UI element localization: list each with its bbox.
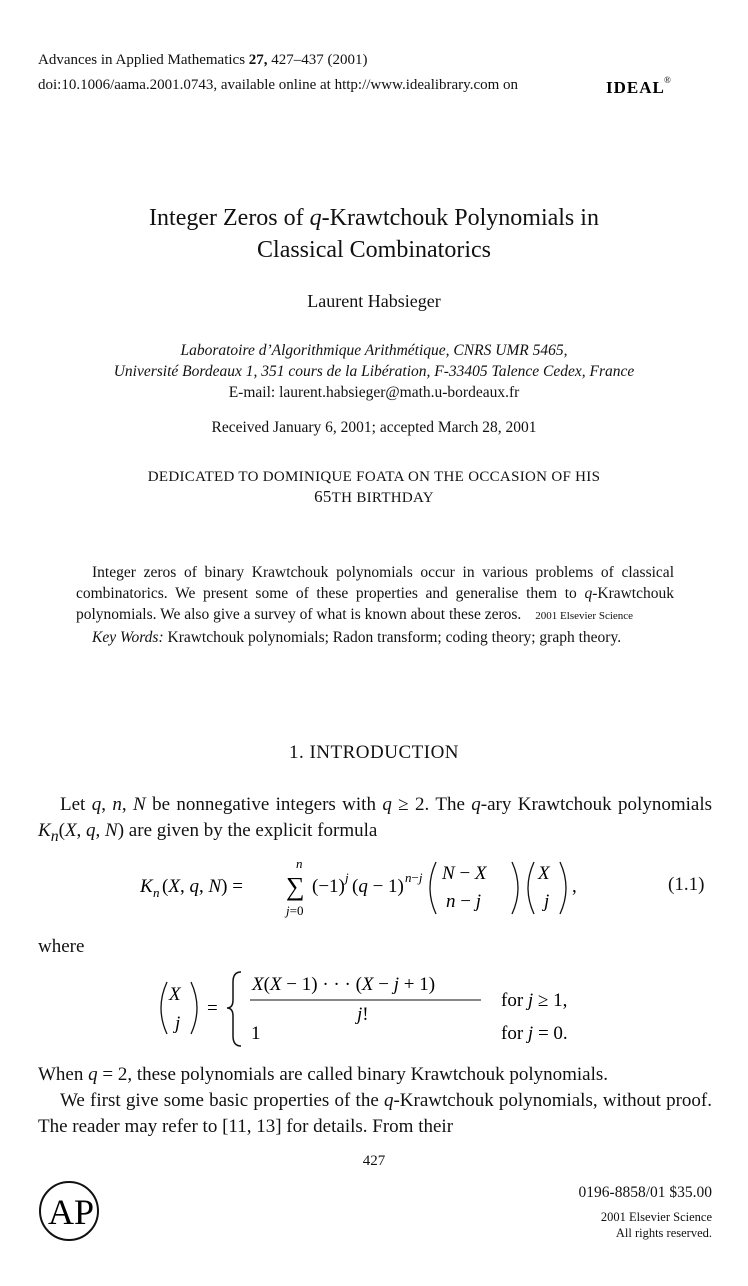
dedication <box>0 467 748 508</box>
issn-price: 0196-8858/01 $35.00 <box>578 1184 712 1201</box>
svg-text:for j ≥ 1,: for j ≥ 1, <box>501 990 568 1011</box>
dedication-rest: TH BIRTHDAY <box>331 490 434 506</box>
author-email: E-mail: laurent.habsieger@math.u-bordeaux.fr <box>228 384 520 401</box>
ideal-logo <box>606 75 672 103</box>
keywords-list: Krawtchouk polynomials; Radon transform; coding theory; graph theory. <box>167 629 622 646</box>
section-heading: 1. INTRODUCTION <box>288 742 460 763</box>
svg-text:n: n <box>153 885 160 900</box>
svg-text:K: K <box>140 876 153 897</box>
affiliation-line-2: Université Bordeaux 1, 351 cours de la Libération, F-33405 Talence Cedex, France <box>113 363 635 380</box>
title-line-1: Integer Zeros of q-Krawtchouk Polynomials in <box>149 205 599 231</box>
svg-text:X: X <box>169 984 181 1005</box>
svg-text:j!: j! <box>357 1004 369 1025</box>
svg-text:for j = 0.: for j = 0. <box>501 1023 568 1044</box>
registered-mark: ® <box>664 75 671 85</box>
dedication-line-1: DEDICATED TO DOMINIQUE FOATA ON THE OCCASION OF HIS <box>147 469 601 485</box>
author-name: Laurent Habsieger <box>307 291 441 311</box>
affiliation-line-1: Laboratoire d’Algorithmique Arithmétique, CNRS UMR 5465, <box>180 342 568 359</box>
page-number: 427 <box>362 1153 386 1169</box>
equation-number: (1.1) <box>668 874 705 895</box>
binomial-definition <box>155 968 595 1050</box>
ap-logo-text: AP <box>48 1192 95 1232</box>
svg-text:,: , <box>572 876 577 897</box>
svg-text:j: j <box>345 870 349 885</box>
svg-text:(−1): (−1) <box>312 876 345 897</box>
footer-copyright <box>601 1209 712 1241</box>
svg-text:n: n <box>296 856 303 871</box>
svg-text:j: j <box>175 1013 181 1034</box>
journal-pages-year: 427–437 (2001) <box>271 52 368 68</box>
journal-volume: 27, <box>248 52 268 68</box>
journal-citation <box>38 52 368 69</box>
svg-text:n − j: n − j <box>446 891 481 912</box>
ideal-logo-text: IDEAL <box>606 78 665 97</box>
title-line-2: Classical Combinatorics <box>257 237 491 263</box>
keywords-label: Key Words: <box>92 629 164 646</box>
svg-text:j: j <box>544 891 550 912</box>
doi-line: doi:10.1006/aama.2001.0743, available online at http://www.idealibrary.com on <box>38 77 519 93</box>
case-2-value: 1 <box>251 1023 261 1044</box>
footer-copyright-line-1: 2001 Elsevier Science <box>600 1210 712 1224</box>
svg-text:X: X <box>538 863 550 884</box>
affiliation <box>0 340 748 403</box>
equation-1-1 <box>140 852 620 926</box>
svg-text:(X, q, N) =: (X, q, N) = <box>162 876 243 897</box>
where-text: where <box>38 936 85 957</box>
abstract-paragraph: Integer zeros of binary Krawtchouk polynomials occur in various problems of classical combinatorics. We present some of these properties and generalise them to q-Krawtchouk polynomials. We also give a survey of what is known about these zeros. 2001 Elsevier Science <box>76 564 674 623</box>
svg-text:(q − 1): (q − 1) <box>352 876 404 897</box>
intro-paragraph-2: When q = 2, these polynomials are called binary Krawtchouk polynomials. We first give some basic properties of the q-Krawtchouk polynomials, without proof. The reader may refer to [11, 13] for details. From their <box>38 1064 712 1137</box>
svg-text:X(X − 1) · · · (X − j + 1): X(X − 1) · · · (X − j + 1) <box>252 974 436 995</box>
svg-text:∑: ∑ <box>286 872 305 901</box>
footer-copyright-line-2: All rights reserved. <box>615 1226 712 1240</box>
abstract <box>76 562 674 648</box>
received-dates: Received January 6, 2001; accepted March 28, 2001 <box>211 419 537 436</box>
abstract-copyright: 2001 Elsevier Science <box>535 610 634 622</box>
keywords <box>76 627 674 648</box>
intro-paragraph-1: Let q, n, N be nonnegative integers with q ≥ 2. The q-ary Krawtchouk polynomials $K_n(X$, q, N) are given by the explicit formula <box>38 794 713 845</box>
svg-text:=: = <box>207 998 218 1019</box>
svg-text:n−j: n−j <box>405 870 423 885</box>
svg-text:j=0: j=0 <box>286 903 304 918</box>
dedication-number: 65 <box>314 487 332 506</box>
academic-press-logo <box>38 1180 100 1242</box>
journal-name: Advances in Applied Mathematics <box>38 52 246 68</box>
article-title <box>0 202 748 266</box>
svg-text:N − X: N − X <box>442 863 487 884</box>
